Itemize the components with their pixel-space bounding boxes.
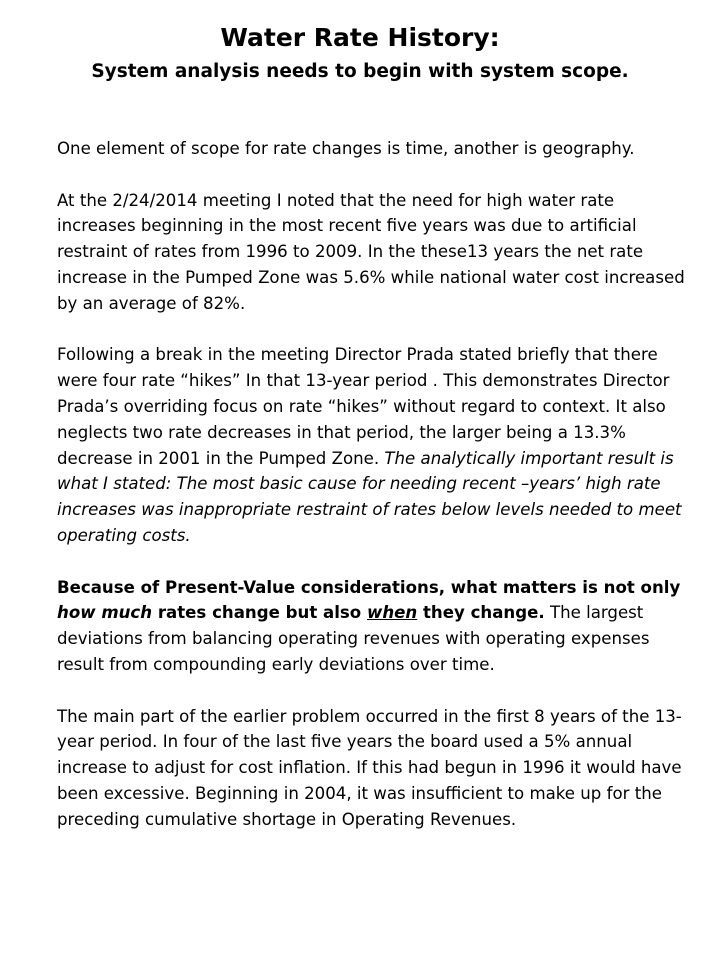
pv-bold-3: they change. <box>417 603 545 623</box>
pv-bold-italic-how-much: how much <box>57 603 153 623</box>
paragraph-prada-text: Following a break in the meeting Director Prada stated briefly that there were four rate “hikes” In that 13-year period . This demonstrates Director Prada’s overriding focus on rate “hikes” without regard to context. It also neglects two rate decreases in that period, the larger being a 13.3% decrease in 2001 in the Pumped Zone. <box>57 345 670 468</box>
paragraph-prada-italic: The analytically important result is what I stated: The most basic cause for needing recent –years’ high rate increases was inappropriate restraint of rates below levels needed to meet operating costs. <box>57 448 682 545</box>
body-text <box>57 136 687 833</box>
page-title: Water Rate History: <box>220 23 500 52</box>
page-subtitle: System analysis needs to begin with system scope. <box>91 61 629 82</box>
pv-bold-italic-underline-when: when <box>367 603 418 623</box>
paragraph-main-problem: The main part of the earlier problem occurred in the first 8 years of the 13-year period. In four of the last five years the board used a 5% annual increase to adjust for cost inflation. If this had begun in 1996 it would have been excessive. Beginning in 2004, it was insufficient to make up for the preceding cumulative shortage in Operating Revenues. <box>57 706 682 829</box>
paragraph-scope: One element of scope for rate changes is time, another is geography. <box>57 139 635 158</box>
pv-bold-2: rates change but also <box>152 603 367 623</box>
pv-bold-1: Because of Present-Value considerations, what matters is not only <box>57 577 681 597</box>
paragraph-prada <box>57 342 687 548</box>
paragraph-present-value <box>57 575 687 678</box>
pv-normal: The largest deviations from balancing operating revenues with operating expenses result from compounding early deviations over time. <box>57 603 650 674</box>
paragraph-meeting: At the 2/24/2014 meeting I noted that the need for high water rate increases beginning in the most recent five years was due to artificial restraint of rates from 1996 to 2009. In the these13 years the net rate increase in the Pumped Zone was 5.6% while national water cost increased by an average of 82%. <box>57 190 685 313</box>
